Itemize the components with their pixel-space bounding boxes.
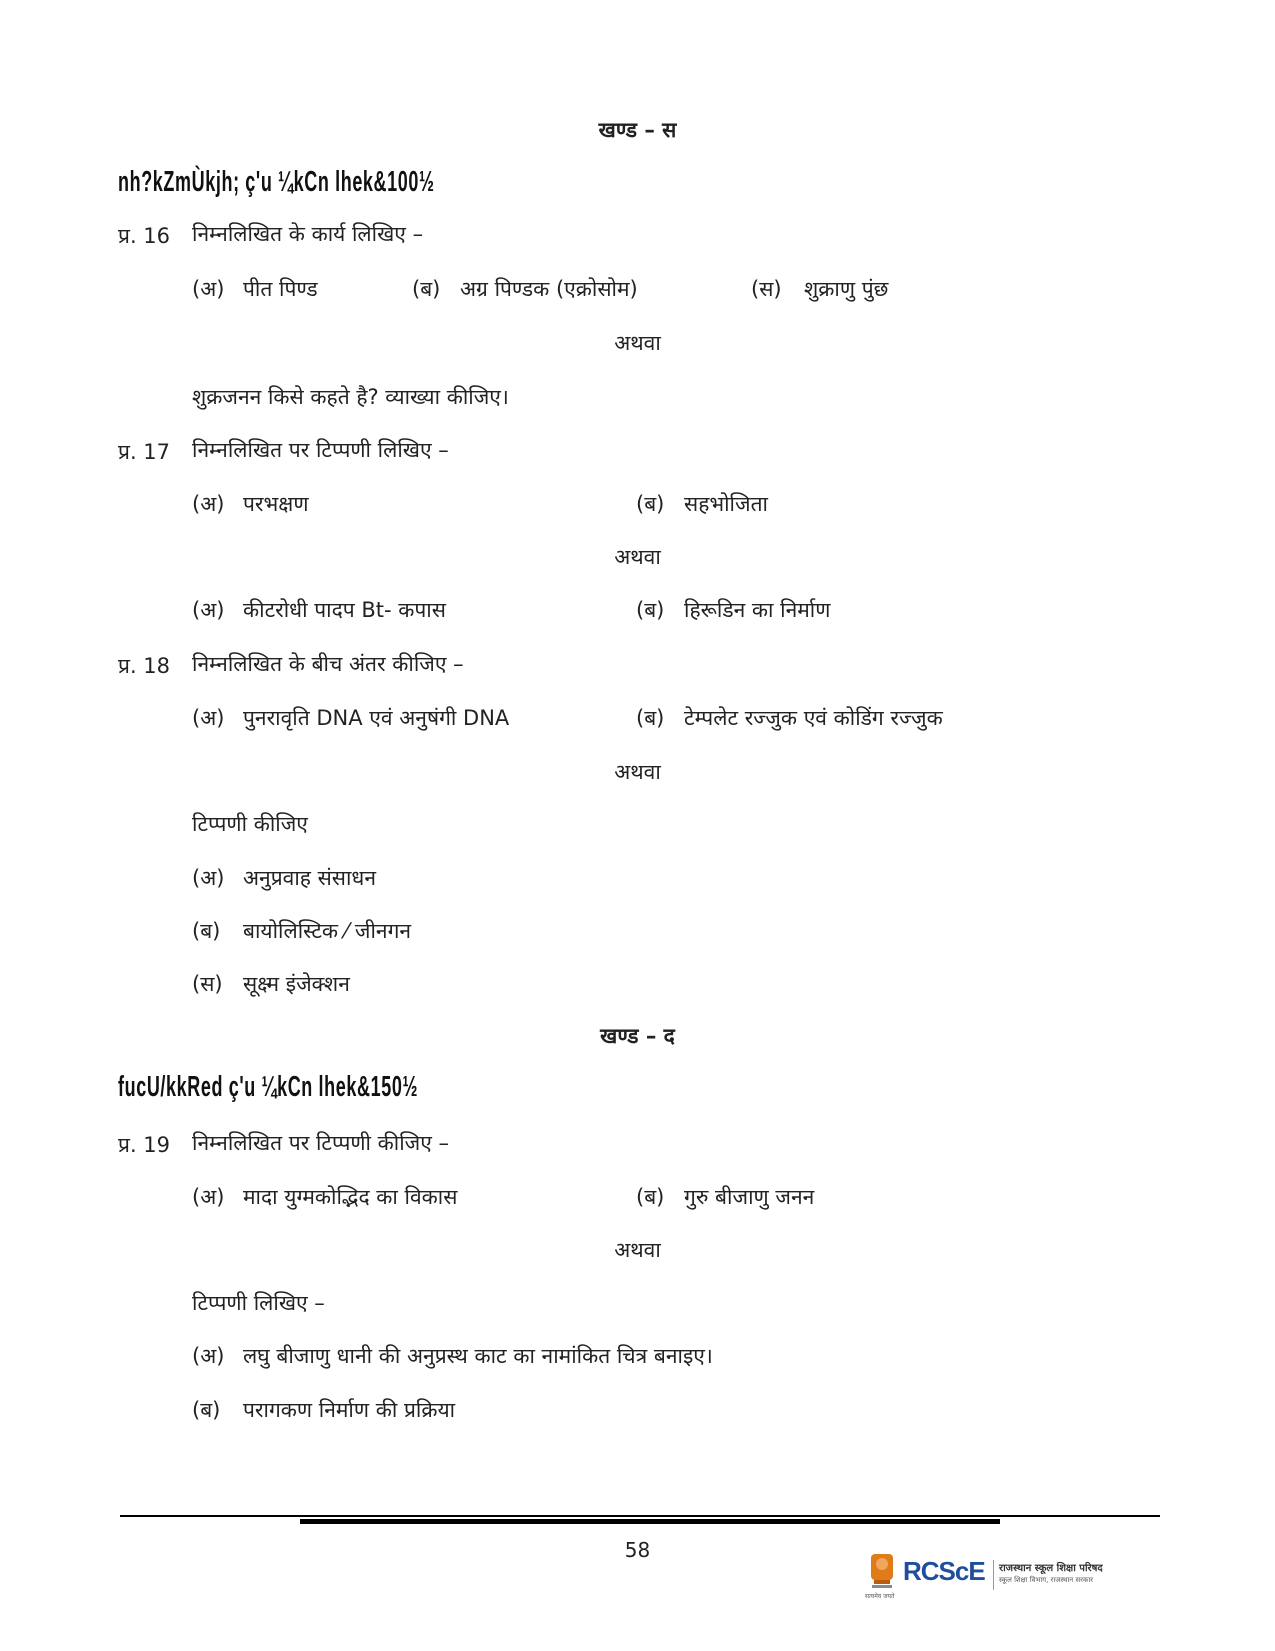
q19-a-text: मादा युग्मकोद्भिद का विकास	[243, 1185, 458, 1209]
q16-text: निम्नलिखित के कार्य लिखिए –	[192, 222, 424, 246]
logo-text: RCScE	[903, 1556, 985, 1586]
q19-or: अथवा	[614, 1238, 661, 1262]
q18-b-label: (ब)	[636, 706, 665, 730]
logo-line2: स्कूल शिक्षा विभाग, राजस्थान सरकार	[999, 1576, 1094, 1584]
page-number: 58	[624, 1538, 651, 1562]
q17-alt-a-label: (अ)	[192, 598, 225, 622]
q18-alt-c-label: (स)	[192, 972, 223, 996]
q18-number: प्र. 18	[118, 654, 171, 678]
section-c-marks-heading: nh?kZmÙkjh; ç'u ¼kCn lhek&100½	[118, 166, 435, 198]
q17-number: प्र. 17	[118, 440, 171, 464]
q19-a-label: (अ)	[192, 1185, 225, 1209]
q18-alt: टिप्पणी कीजिए	[192, 812, 308, 836]
q17-b-label: (ब)	[636, 492, 665, 516]
q18-a-label: (अ)	[192, 706, 225, 730]
logo-divider	[993, 1560, 994, 1590]
logo-line1: राजस्थान स्कूल शिक्षा परिषद	[999, 1563, 1103, 1574]
q18-alt-a-text: अनुप्रवाह संसाधन	[243, 866, 376, 890]
section-d-marks-heading: fucU/kkRed ç'u ¼kCn lhek&150½	[118, 1071, 419, 1103]
q17-alt-a-text: कीटरोधी पादप Bt- कपास	[243, 598, 446, 622]
q16-number: प्र. 16	[118, 224, 171, 248]
q19-alt-b-label: (ब)	[192, 1398, 221, 1422]
section-d-title: खण्ड – द	[600, 1024, 675, 1048]
q18-b-text: टेम्पलेट रज्जुक एवं कोडिंग रज्जुक	[684, 706, 943, 730]
q16-b-text: अग्र पिण्डक (एक्रोसोम)	[460, 277, 638, 301]
q18-text: निम्नलिखित के बीच अंतर कीजिए –	[192, 652, 464, 676]
q19-number: प्र. 19	[118, 1133, 171, 1157]
q19-alt-a-text: लघु बीजाणु धानी की अनुप्रस्थ काट का नामांकित चित्र बनाइए।	[243, 1344, 713, 1368]
q16-or: अथवा	[614, 331, 661, 355]
q16-a-text: पीत पिण्ड	[243, 277, 318, 301]
q19-alt: टिप्पणी लिखिए –	[192, 1291, 325, 1315]
q19-alt-a-label: (अ)	[192, 1344, 225, 1368]
q18-a-text: पुनरावृति DNA एवं अनुषंगी DNA	[243, 706, 510, 730]
emblem-caption: सत्यमेव जयते	[865, 1593, 895, 1600]
q18-alt-b-text: बायोलिस्टिक ⁄ जीनगन	[243, 919, 412, 943]
footer-rule-thick	[300, 1519, 1000, 1524]
q17-or: अथवा	[614, 545, 661, 569]
q19-b-text: गुरु बीजाणु जनन	[684, 1185, 815, 1209]
q19-alt-b-text: परागकण निर्माण की प्रक्रिया	[243, 1398, 456, 1422]
q16-c-text: शुक्राणु पुंछ	[804, 277, 889, 301]
section-c-title: खण्ड – स	[598, 118, 677, 142]
q17-a-text: परभक्षण	[243, 492, 309, 516]
q18-alt-b-label: (ब)	[192, 919, 221, 943]
q16-alt: शुक्रजनन किसे कहते है? व्याख्या कीजिए।	[192, 385, 509, 409]
q19-text: निम्नलिखित पर टिप्पणी कीजिए –	[192, 1131, 450, 1155]
q16-a-label: (अ)	[192, 277, 225, 301]
q17-a-label: (अ)	[192, 492, 225, 516]
q16-c-label: (स)	[751, 277, 782, 301]
q18-alt-a-label: (अ)	[192, 866, 225, 890]
q16-b-label: (ब)	[412, 277, 441, 301]
q17-alt-b-label: (ब)	[636, 598, 665, 622]
q18-or: अथवा	[614, 760, 661, 784]
q18-alt-c-text: सूक्ष्म इंजेक्शन	[243, 972, 350, 996]
q17-b-text: सहभोजिता	[684, 492, 768, 516]
rcsce-logo	[865, 1552, 1145, 1604]
q17-text: निम्नलिखित पर टिप्पणी लिखिए –	[192, 438, 449, 462]
footer-rule-thin	[120, 1515, 1160, 1517]
q17-alt-b-text: हिरूडिन का निर्माण	[684, 598, 831, 622]
q19-b-label: (ब)	[636, 1185, 665, 1209]
